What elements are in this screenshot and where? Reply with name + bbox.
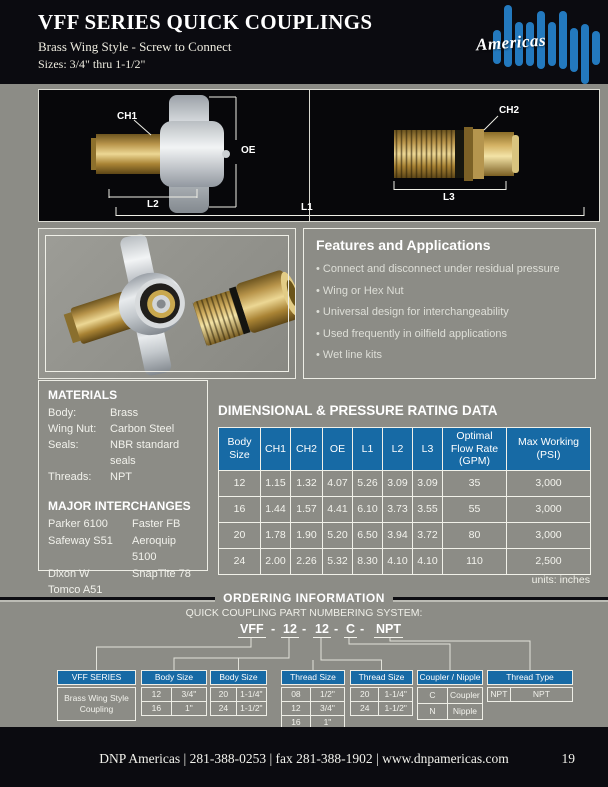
interchanges-title: MAJOR INTERCHANGES	[48, 499, 191, 513]
part-dash: -	[302, 622, 307, 636]
ordering-table-body	[417, 687, 483, 720]
interchange-row	[48, 533, 198, 566]
code-cell: 24	[351, 702, 379, 715]
code-cell: 20	[351, 688, 379, 701]
units-note: units: inches	[531, 574, 590, 586]
material-value: NPT	[110, 471, 132, 483]
col-header: CH2	[291, 428, 323, 471]
ordering-row	[142, 701, 206, 715]
dim-cell: 4.07	[323, 470, 353, 496]
ordering-row	[211, 688, 266, 701]
page-title: VFF SERIES QUICK COUPLINGS	[38, 10, 373, 34]
ordering-table-header: Coupler / Nipple	[417, 670, 483, 685]
ordering-table-body	[141, 687, 207, 716]
material-label: Wing Nut:	[48, 423, 97, 435]
value-cell: 1-1/4"	[240, 689, 263, 699]
code-cell: 12	[142, 688, 172, 701]
ordering-row	[351, 701, 412, 715]
material-row	[48, 437, 198, 469]
ordering-table-thread-size-1	[281, 670, 345, 730]
ordering-table-body-size-1	[141, 670, 207, 716]
table-row	[219, 522, 591, 548]
ordering-table-body	[350, 687, 413, 716]
materials-panel	[38, 380, 208, 596]
dim-cell: 3,000	[507, 522, 591, 548]
dim-cell: 1.32	[291, 470, 323, 496]
photo-frame	[45, 235, 289, 372]
dnp-logo	[466, 5, 600, 79]
col-header: Max Working (PSI)	[507, 428, 591, 471]
dim-cell: 3.09	[383, 470, 413, 496]
ordering-table-header: Thread Type	[487, 670, 573, 685]
material-label: Body:	[48, 407, 77, 419]
technical-drawing-panel	[38, 89, 600, 222]
ordering-divider	[0, 591, 608, 605]
code-cell: 16	[142, 702, 172, 715]
dim-cell: 3.94	[383, 522, 413, 548]
value-cell: Nipple	[452, 706, 477, 716]
table-header-row	[219, 428, 591, 471]
value-cell: 1"	[185, 703, 193, 713]
material-value: Brass	[110, 407, 139, 419]
code-cell: C	[418, 688, 448, 703]
interchange-item: SnapTite 78	[132, 567, 191, 580]
ordering-row	[282, 701, 344, 715]
code-cell: 24	[211, 702, 237, 715]
feature-item: • Wing or Hex Nut	[316, 285, 583, 297]
value-cell: Coupler	[450, 690, 480, 700]
dim-cell: 5.32	[323, 548, 353, 574]
dim-cell: 3.73	[383, 496, 413, 522]
value-cell: NPT	[532, 689, 550, 699]
dim-cell: 1.57	[291, 496, 323, 522]
dim-cell: 1.15	[261, 470, 291, 496]
page-subtitle: Brass Wing Style - Screw to Connect	[38, 39, 232, 54]
dim-cell: 1.44	[261, 496, 291, 522]
dim-cell: 12	[219, 470, 261, 496]
dim-cell: 3.09	[413, 470, 443, 496]
table-row	[219, 548, 591, 574]
dim-cell: 20	[219, 522, 261, 548]
feature-item: • Connect and disconnect under residual pressure	[316, 263, 583, 275]
ordering-table-thread-type	[487, 670, 573, 702]
dim-cell: 4.10	[383, 548, 413, 574]
material-row	[48, 405, 198, 421]
code-cell: 08	[282, 688, 311, 701]
ordering-subtitle: QUICK COUPLING PART NUMBERING SYSTEM:	[185, 607, 423, 619]
material-value: NBR standard seals	[110, 439, 180, 467]
interchange-item: Faster FB	[132, 518, 181, 530]
interchange-item: Parker 6100	[48, 518, 108, 530]
dim-cell: 3.72	[413, 522, 443, 548]
page-header	[0, 0, 608, 84]
interchange-item: Aeroquip 5100	[132, 534, 177, 563]
interchange-item: Dixon W	[48, 567, 90, 580]
footer-contact-line: DNP Americas | 281-388-0253 | fax 281-388-1902 | www.dnpamericas.com	[99, 751, 509, 766]
col-header: L3	[413, 428, 443, 471]
dim-cell: 3,000	[507, 496, 591, 522]
dim-cell: 8.30	[353, 548, 383, 574]
dim-cell: 55	[443, 496, 507, 522]
value-cell: 1-1/2"	[240, 703, 263, 713]
ordering-row	[142, 688, 206, 701]
feature-item: • Wet line kits	[316, 349, 583, 361]
ordering-table-header: VFF SERIES	[57, 670, 136, 685]
ordering-table-thread-size-2	[350, 670, 413, 716]
ordering-table-body	[281, 687, 345, 730]
ordering-row	[282, 688, 344, 701]
ordering-table-body	[487, 687, 573, 702]
ordering-row	[488, 688, 572, 701]
dim-label-l1: L1	[301, 202, 313, 213]
page-footer	[0, 727, 608, 787]
ordering-table-header: Thread Size	[350, 670, 413, 685]
value-cell: 1"	[323, 717, 332, 727]
ordering-table-note: Brass Wing Style Coupling	[57, 687, 136, 721]
dim-label-ch2: CH2	[499, 105, 520, 116]
dim-cell: 6.50	[353, 522, 383, 548]
ordering-row	[351, 688, 412, 701]
dim-cell: 35	[443, 470, 507, 496]
table-row	[219, 470, 591, 496]
dim-cell: 4.41	[323, 496, 353, 522]
part-segment-thread-size: 12	[315, 622, 329, 636]
col-header: Optimal Flow Rate (GPM)	[443, 428, 507, 471]
dim-cell: 3,000	[507, 470, 591, 496]
page-number: 19	[561, 751, 575, 766]
dim-label-ch1: CH1	[117, 111, 138, 122]
part-segment-series: VFF	[240, 622, 264, 636]
ordering-table-body-size-2	[210, 670, 267, 716]
code-cell: 16	[282, 716, 311, 729]
dim-cell: 6.10	[353, 496, 383, 522]
dim-cell: 5.26	[353, 470, 383, 496]
dim-cell: 80	[443, 522, 507, 548]
dim-label-l2: L2	[147, 199, 159, 210]
product-photo-panel	[38, 228, 296, 379]
code-cell: 12	[282, 702, 311, 715]
dim-cell: 2.26	[291, 548, 323, 574]
feature-item: • Universal design for interchangeability	[316, 306, 583, 318]
ordering-table-header: Body Size	[210, 670, 267, 685]
ordering-row	[418, 703, 482, 719]
interchange-row	[48, 566, 198, 583]
col-header: L1	[353, 428, 383, 471]
features-panel	[303, 228, 596, 379]
dnp-logo-script: Americas	[475, 30, 547, 55]
sizes-line: Sizes: 3/4" thru 1-1/2"	[38, 57, 146, 71]
table-row	[219, 496, 591, 522]
code-cell: 20	[211, 688, 237, 701]
material-label: Threads:	[48, 471, 92, 483]
ordering-table-body	[210, 687, 267, 716]
material-row	[48, 421, 198, 437]
part-segment-body-size: 12	[283, 622, 297, 636]
part-number-connector-lines	[0, 637, 608, 671]
part-dash: -	[334, 622, 339, 636]
value-cell: 3/4"	[320, 703, 335, 713]
dim-label-oe: OE	[241, 145, 256, 156]
ordering-title: ORDERING INFORMATION	[223, 591, 385, 605]
divider-line	[0, 597, 215, 600]
dim-cell: 4.10	[413, 548, 443, 574]
col-header: Body Size	[219, 428, 261, 471]
col-header: L2	[383, 428, 413, 471]
value-cell: 1-1/2"	[384, 703, 407, 713]
part-segment-coupler: C	[346, 622, 356, 636]
code-cell: N	[418, 704, 448, 719]
material-value: Carbon Steel	[110, 423, 175, 435]
ordering-row	[211, 701, 266, 715]
dim-cell: 5.20	[323, 522, 353, 548]
col-header: OE	[323, 428, 353, 471]
part-segment-thread-type: NPT	[376, 622, 401, 636]
value-cell: 3/4"	[181, 689, 197, 699]
ordering-row	[418, 688, 482, 703]
part-dash: -	[360, 622, 365, 636]
divider-line	[393, 597, 608, 600]
interchange-row	[48, 516, 198, 533]
code-cell: NPT	[488, 688, 511, 701]
material-row	[48, 469, 198, 485]
materials-title: MATERIALS	[48, 388, 118, 402]
ordering-table-vff-series	[57, 670, 136, 721]
dim-cell: 3.55	[413, 496, 443, 522]
interchange-item: Tomco A51	[48, 584, 103, 596]
dim-cell: 110	[443, 548, 507, 574]
dim-cell: 24	[219, 548, 261, 574]
value-cell: 1-1/4"	[384, 689, 407, 699]
dim-cell: 1.78	[261, 522, 291, 548]
dim-cell: 2.00	[261, 548, 291, 574]
col-header: CH1	[261, 428, 291, 471]
dimensional-table	[218, 427, 591, 575]
interchange-item: Safeway S51	[48, 534, 113, 547]
part-dash: -	[271, 622, 276, 636]
dim-cell: 2,500	[507, 548, 591, 574]
features-title: Features and Applications	[316, 237, 491, 253]
ordering-table-coupler-nipple	[417, 670, 483, 720]
value-cell: 1/2"	[320, 689, 335, 699]
ordering-table-header: Thread Size	[281, 670, 345, 685]
dim-cell: 1.90	[291, 522, 323, 548]
dim-label-l3: L3	[443, 192, 455, 203]
dimensional-title: DIMENSIONAL & PRESSURE RATING DATA	[218, 403, 498, 418]
feature-item: • Used frequently in oilfield applications	[316, 328, 583, 340]
ordering-table-header: Body Size	[141, 670, 207, 685]
material-label: Seals:	[48, 439, 79, 451]
dim-cell: 16	[219, 496, 261, 522]
